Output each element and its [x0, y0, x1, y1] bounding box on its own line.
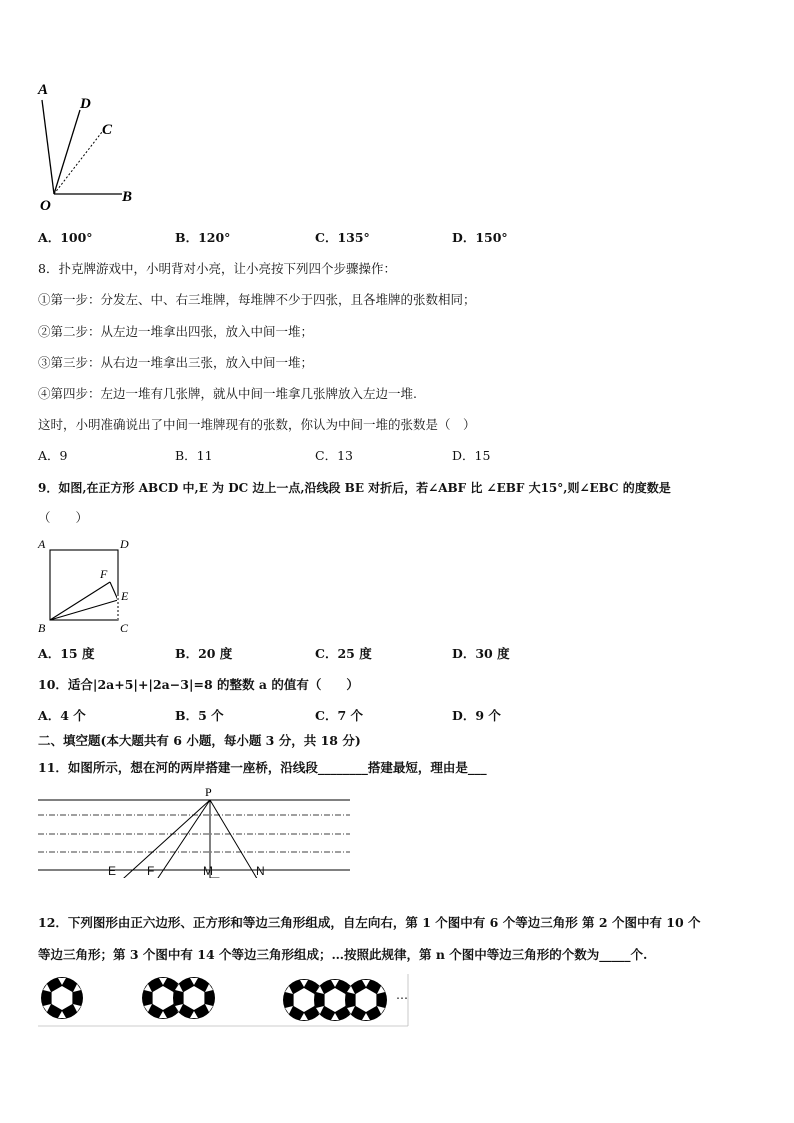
label-N: N — [256, 864, 265, 878]
square-figure — [34, 534, 144, 636]
q9-option-d: D．30 度 — [452, 646, 510, 661]
q7-option-d: D．150° — [452, 230, 508, 245]
angle-figure — [30, 78, 150, 216]
label-O: O — [40, 198, 51, 214]
label-E: E — [121, 589, 129, 603]
q7-option-c: C．135° — [315, 230, 370, 245]
label-E: E — [108, 864, 117, 878]
q9-option-c: C．25 度 — [315, 646, 372, 661]
q8-step-3: ③第三步：从右边一堆拿出三张，放入中间一堆； — [38, 355, 314, 370]
q8-option-d: D．15 — [452, 448, 491, 463]
q9-option-a: A．15 度 — [38, 646, 95, 661]
q8-stem: 8．扑克牌游戏中，小明背对小亮，让小亮按下列四个步骤操作： — [38, 261, 396, 276]
q8-step-2: ②第二步：从左边一堆拿出四张，放入中间一堆； — [38, 324, 314, 339]
q8-option-c: C．13 — [315, 448, 353, 463]
label-A: A — [38, 82, 49, 98]
label-B: B — [122, 189, 133, 205]
q12-line-1: 12．下列图形由正六边形、正方形和等边三角形组成，自左向右，第 1 个图中有 6 个等边三角形 第 2 个图中有 10 个 — [38, 915, 701, 930]
q8-question: 这时，小明准确说出了中间一堆牌现有的张数，你认为中间一堆的张数是（ ） — [38, 417, 476, 432]
label-D: D — [120, 537, 129, 551]
q8-step-1: ①第一步：分发左、中、右三堆牌，每堆牌不少于四张，且各堆牌的张数相同； — [38, 292, 476, 307]
q11-stem: 11．如图所示，想在河的两岸搭建一座桥，沿线段________搭建最短，理由是___ — [38, 760, 487, 775]
q9-option-b: B．20 度 — [175, 646, 233, 661]
section-2-title: 二、填空题(本大题共有 6 小题，每小题 3 分，共 18 分) — [38, 733, 361, 748]
label-P: P — [205, 785, 212, 799]
q8-option-b: B．11 — [175, 448, 213, 463]
label-C: C — [120, 621, 129, 635]
hexagon-pattern-figure — [36, 972, 410, 1028]
label-D: D — [80, 96, 91, 112]
river-figure — [36, 784, 352, 878]
q10-option-a: A．4 个 — [38, 708, 86, 723]
q10-option-c: C．7 个 — [315, 708, 363, 723]
pattern-3-ring-3 — [345, 979, 387, 1021]
q8-option-a: A．9 — [38, 448, 68, 463]
q10-stem: 10．适合|2a+5|+|2a−3|=8 的整数 a 的值有（ ） — [38, 677, 359, 692]
q7-option-b: B．120° — [175, 230, 231, 245]
q10-option-d: D．9 个 — [452, 708, 501, 723]
label-A: A — [38, 537, 46, 551]
q10-option-b: B．5 个 — [175, 708, 224, 723]
label-C: C — [102, 122, 113, 138]
q8-step-4: ④第四步：左边一堆有几张牌，就从中间一堆拿几张牌放入左边一堆. — [38, 386, 417, 401]
q7-option-a: A．100° — [38, 230, 93, 245]
pattern-ellipsis: … — [396, 988, 408, 1002]
label-F: F — [100, 567, 108, 581]
label-M: M — [203, 864, 213, 878]
label-B: B — [38, 621, 46, 635]
pattern-2-ring-2 — [173, 977, 215, 1019]
q12-line-2: 等边三角形；第 3 个图中有 14 个等边三角形组成；…按照此规律，第 n 个图中等边三角形的个数为_____个. — [38, 947, 648, 962]
q9-paren: （ ） — [38, 510, 89, 525]
pattern-1-ring — [41, 977, 83, 1019]
label-F: F — [147, 864, 155, 878]
q9-stem: 9．如图,在正方形 ABCD 中,E 为 DC 边上一点,沿线段 BE 对折后，若∠ABF 比 ∠EBF 大15°,则∠EBC 的度数是 — [38, 481, 671, 495]
